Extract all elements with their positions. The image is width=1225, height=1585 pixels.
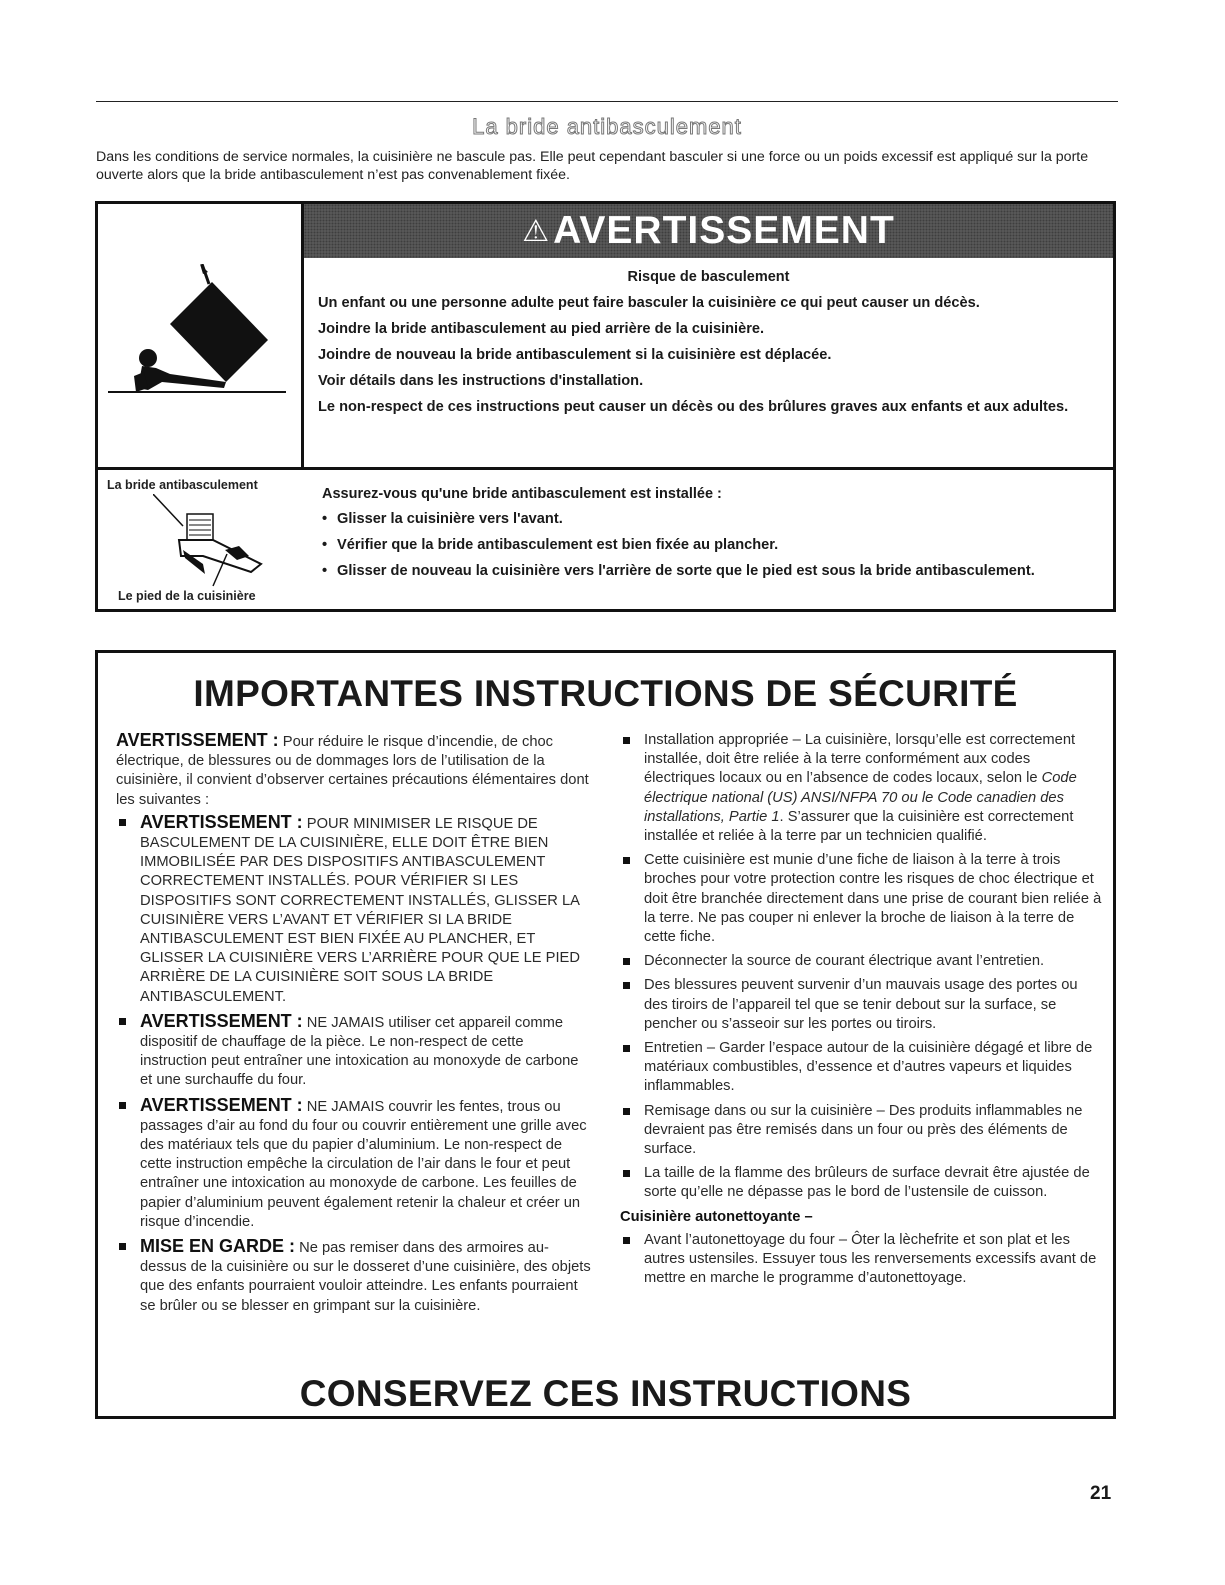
foot-label: Le pied de la cuisinière bbox=[118, 589, 256, 603]
item-text: . S’assurer que la cuisinière est correctement installée et reliée à la terre par un technicien qualifié. bbox=[644, 808, 1074, 845]
safety-right-list bbox=[620, 731, 1105, 1203]
list-item: Des blessures peuvent survenir d’un mauvais usage des portes ou des tiroirs de l’appareil tel que se tenir debout sur la surface, se pencher ou s’asseoir sur les portes ou tiroirs. bbox=[620, 976, 1105, 1034]
list-item: Avant l’autonettoyage du four – Ôter la lèchefrite et son plat et les autres ustensiles. Essuyer tous les renversements excessifs avant de mettre en marche le programme d’autonettoyage. bbox=[620, 1231, 1105, 1289]
item-head: AVERTISSEMENT : bbox=[140, 811, 303, 832]
self-clean-list bbox=[620, 1231, 1105, 1289]
list-item: Cette cuisinière est munie d’une fiche de liaison à la terre à trois broches pour votre protection contre les risques de choc électrique et doit être branchée directement dans une prise de courant bien reliée à la terre. Ne pas couper ni enlever la broche de liaison à la terre de cette fiche. bbox=[620, 851, 1105, 947]
assure-item: • Glisser la cuisinière vers l'avant. bbox=[322, 510, 1082, 528]
risk-title: Risque de basculement bbox=[627, 269, 790, 285]
item-head: AVERTISSEMENT : bbox=[140, 1094, 303, 1115]
conserve-footer: CONSERVEZ CES INSTRUCTIONS bbox=[299, 1373, 912, 1414]
warning-lines bbox=[318, 295, 1103, 425]
list-item: Remisage dans ou sur la cuisinière – Des produits inflammables ne devraient pas être remisés dans un four ou près des éléments de surface. bbox=[620, 1102, 1105, 1160]
list-item bbox=[116, 1096, 594, 1232]
assure-item: • Glisser de nouveau la cuisinière vers l'arrière de sorte que le pied est sous la bride antibasculement. bbox=[322, 562, 1082, 580]
warning-line: Joindre de nouveau la bride antibasculement si la cuisinière est déplacée. bbox=[318, 347, 832, 363]
warning-line: Un enfant ou une personne adulte peut faire basculer la cuisinière ce qui peut causer un décès. bbox=[318, 295, 980, 311]
item-text: NE JAMAIS utiliser cet appareil comme dispositif de chauffage de la pièce. Le non-respect de cette instruction peut entraîner une intoxication au monoxyde de carbone et une surchauffe du four. bbox=[140, 1014, 579, 1089]
item-head: AVERTISSEMENT : bbox=[140, 1010, 303, 1031]
assure-list bbox=[322, 510, 1082, 588]
self-clean-head: Cuisinière autonettoyante – bbox=[620, 1208, 813, 1225]
warning-banner-text: AVERTISSEMENT bbox=[553, 209, 895, 252]
warning-box bbox=[95, 201, 1116, 612]
list-item bbox=[116, 813, 594, 1007]
code-reference: Code électrique national (US) ANSI/NFPA 70 ou le Code canadien des installations, Partie 1 bbox=[644, 770, 1077, 825]
list-item bbox=[116, 1012, 594, 1091]
warning-line: Le non-respect de ces instructions peut causer un décès ou des brûlures graves aux enfants et aux adultes. bbox=[318, 399, 1069, 415]
safety-intro bbox=[116, 731, 594, 810]
item-head: MISE EN GARDE : bbox=[140, 1236, 296, 1257]
assure-item: • Vérifier que la bride antibasculement est bien fixée au plancher. bbox=[322, 536, 1082, 554]
list-item: La taille de la flamme des brûleurs de surface devrait être ajustée de sorte qu’elle ne dépasse pas le bord de l’ustensile de cuisson. bbox=[620, 1164, 1105, 1202]
list-item bbox=[116, 1237, 594, 1316]
warning-line: Joindre la bride antibasculement au pied arrière de la cuisinière. bbox=[318, 321, 765, 337]
safety-left-list bbox=[116, 813, 594, 1316]
item-text: Installation appropriée – La cuisinière, lorsqu’elle est correctement installée, doit être reliée à la terre conformément aux codes électriques locaux ou en l’absence de codes locaux, selon le bbox=[644, 732, 1076, 787]
safety-instructions-box bbox=[95, 650, 1116, 1419]
page-number: 21 bbox=[1090, 1483, 1112, 1504]
safety-title: IMPORTANTES INSTRUCTIONS DE SÉCURITÉ bbox=[193, 673, 1018, 714]
tip-over-illustration-icon bbox=[108, 264, 288, 404]
top-rule bbox=[96, 101, 1118, 102]
warning-banner bbox=[304, 204, 1113, 258]
section-title: La bride antibasculement bbox=[472, 114, 742, 139]
safety-intro-head: AVERTISSEMENT : bbox=[116, 730, 279, 750]
list-item-installation bbox=[620, 731, 1105, 846]
safety-left-column bbox=[116, 731, 594, 1321]
anti-tip-bracket-illustration-icon bbox=[153, 494, 283, 589]
warning-horizontal-divider bbox=[98, 467, 1113, 470]
warning-triangle-icon: ⚠ bbox=[522, 214, 550, 248]
item-text: Ne pas remiser dans des armoires au-dessus de la cuisinière ou sur le dosseret d’une cuisinière, des objets que des enfants pourraient vouloir atteindre. Les enfants pourraient se brûler ou se blesser en grimpant sur la cuisinière. bbox=[140, 1240, 591, 1314]
assure-title: Assurez-vous qu'une bride antibasculement est installée : bbox=[322, 486, 722, 502]
intro-paragraph: Dans les conditions de service normales, la cuisinière ne bascule pas. Elle peut cependant basculer si une force ou un poids excessif est appliqué sur la porte ouverte alors que la bride antibasculement n’est pas convenablement fixée. bbox=[96, 149, 1089, 183]
safety-intro-text: Pour réduire le risque d’incendie, de choc électrique, de blessures ou de dommages lors de l’utilisation de la cuisinière, il convient d’observer certaines précautions élémentaires dont les suivantes : bbox=[116, 734, 589, 808]
safety-right-column bbox=[620, 731, 1105, 1293]
item-text: POUR MINIMISER LE RISQUE DE BASCULEMENT DE LA CUISINIÈRE, ELLE DOIT ÊTRE BIEN IMMOBILISÉE PAR DES DISPOSITIFS ANTIBASCULEMENT CORRECTEMENT INSTALLÉS. POUR VÉRIFIER SI LES DISPOSITIFS SONT CORRECTEMENT INSTALLÉS, GLISSER LA CUISINIÈRE VERS L’AVANT ET VÉRIFIER SI LA BRIDE ANTIBASCULEMENT EST BIEN FIXÉE AU PLANCHER, ET GLISSER LA CUISINIÈRE VERS L’ARRIÈRE POUR QUE LE PIED ARRIÈRE DE LA CUISINIÈRE SOIT SOUS LA BRIDE ANTIBASCULEMENT. bbox=[140, 815, 580, 1005]
bracket-label: La bride antibasculement bbox=[107, 478, 258, 492]
list-item: Déconnecter la source de courant électrique avant l’entretien. bbox=[620, 952, 1105, 971]
item-text: NE JAMAIS couvrir les fentes, trous ou passages d’air au fond du four ou couvrir entièrement une grille avec des matériaux tels que du papier d’aluminium. Le non-respect de cette instruction empêche la circulation de l’air dans le four et peut entraîner une intoxication au monoxyde de carbone. Les feuilles de papier d’aluminium peuvent également retenir la chaleur et créer un risque d’incendie. bbox=[140, 1098, 587, 1230]
list-item: Entretien – Garder l’espace autour de la cuisinière dégagé et libre de matériaux combustibles, d’essence et d’autres vapeurs et liquides inflammables. bbox=[620, 1039, 1105, 1097]
warning-line: Voir détails dans les instructions d'installation. bbox=[318, 373, 644, 389]
